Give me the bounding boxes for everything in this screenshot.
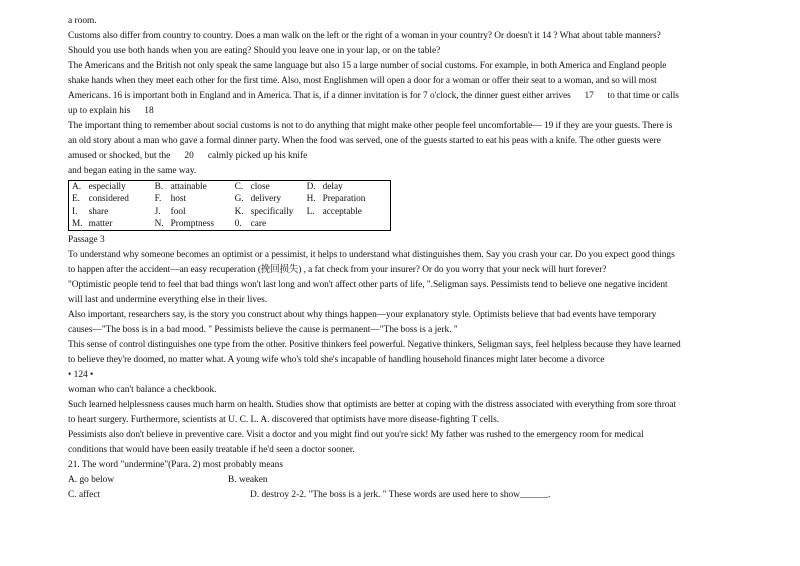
text-line: To understand why someone becomes an optimist or a pessimist, it helps to understand what distinguishes them. Say you crash your car. Do you expect good things: [68, 250, 675, 261]
question-stem: 21. The word "undermine"(Para. 2) most probably means: [68, 460, 283, 471]
option-word: care: [250, 218, 267, 229]
option-letter: C.: [234, 182, 244, 192]
text-line: to happen after the accident—an easy recuperation (挽回损失) , a fat check from your insurer? Or do you worry that your neck will hurt forever?: [68, 265, 607, 276]
text-line: shake hands when they meet each other for the first time. Also, most Englishmen will open a door for a woman or offer their seat to a woman, and so will most: [68, 76, 657, 86]
option-word: host: [170, 194, 187, 205]
option-word: attainable: [170, 182, 207, 192]
text-line: causes—"The boss is in a bad mood. " Pessimists believe the cause is permanent—"The boss is a jerk. ": [68, 325, 458, 336]
option-word: matter: [88, 218, 113, 229]
text-line: woman who can't balance a checkbook.: [68, 385, 217, 396]
option-word: delivery: [250, 194, 282, 205]
option-word: delay: [322, 182, 343, 192]
option-letter: I.: [72, 206, 78, 217]
text-line: up to explain his 18: [68, 106, 154, 116]
text-line: The Americans and the British not only speak the same language but also 15 a large number of social customs. For example, in both America and England people: [68, 61, 667, 71]
option-word: Promptness: [170, 218, 214, 229]
word-bank-row: [69, 206, 391, 218]
option-letter: F.: [154, 194, 162, 205]
text-line: an old story about a man who gave a formal dinner party. When the food was served, one of the guests started to eat his peas with a knife. The other guests were: [68, 136, 661, 146]
text-line: Pessimists also don't believe in preventive care. Visit a doctor and you might find out you're sick! My father was rushed to the emergency room for medical: [68, 430, 644, 441]
option-letter: B.: [154, 182, 164, 192]
option-word: close: [250, 182, 270, 192]
option-letter: K.: [234, 206, 244, 217]
option-word: share: [88, 206, 109, 217]
option-word: specifically: [250, 206, 294, 217]
option-letter: A.: [72, 182, 82, 192]
option-letter: J.: [154, 206, 161, 217]
answer-choices-row: [68, 488, 733, 503]
option-word: Preparation: [322, 194, 366, 205]
text-line: to believe they're doomed, no matter what. A young wife who's told she's incapable of handling household finances might later become a divorce: [68, 355, 605, 366]
option-letter: [304, 218, 320, 231]
answer-choices-row: [68, 473, 733, 488]
text-line: The important thing to remember about social customs is not to do anything that might make other people feel uncomfortable— 19 if they are your guests. There is: [68, 121, 673, 131]
option-letter: H.: [306, 194, 316, 205]
word-bank-row: [69, 193, 391, 205]
text-line: will last and undermine everything else in their lives.: [68, 295, 268, 306]
option-letter: G.: [234, 194, 244, 205]
passage-heading: Passage 3: [68, 235, 105, 246]
word-bank-table: [68, 180, 391, 231]
option-letter: N.: [154, 218, 164, 229]
text-line: Customs also differ from country to country. Does a man walk on the left or the right of a woman in your country? Or doesn't it 14 ? What about table manners?: [68, 31, 661, 41]
text-line: Should you use both hands when you are eating? Should you leave one in your lap, or on the table?: [68, 46, 441, 56]
option-word: [320, 218, 391, 231]
word-bank-row: [69, 181, 391, 194]
page-number: • 124 •: [68, 370, 94, 381]
document-page: [68, 14, 733, 503]
option-letter: D.: [306, 182, 316, 192]
choice-b: B. weaken: [228, 475, 268, 486]
text-line: This sense of control distinguishes one type from the other. Positive thinkers feel powerful. Negative thinkers, Seligman says, feel helpless because they have learned: [68, 340, 681, 351]
choice-d: D. destroy 2-2. "The boss is a jerk. " These words are used here to show______.: [250, 490, 551, 501]
text-line: to heart surgery. Furthermore, scientists at U. C. L. A. discovered that optimists have more disease-fighting T cells.: [68, 415, 500, 426]
text-line: Americans. 16 is important both in England and in America. That is, if a dinner invitation is for 7 o'clock, the dinner guest either arrives 17 to that time or calls: [68, 91, 679, 101]
text-line: a room.: [68, 16, 97, 26]
option-letter: E.: [72, 194, 81, 205]
option-letter: L.: [306, 206, 315, 217]
text-line: and began eating in the same way.: [68, 166, 197, 176]
text-line: "Optimistic people tend to feel that bad things won't last long and won't affect other parts of life, ".Seligman says. Pessimists tend to believe one negative incident: [68, 280, 668, 291]
option-letter: M.: [72, 218, 83, 229]
choice-a: A. go below: [68, 475, 115, 486]
text-line: Also important, researchers say, is the story you construct about why things happen—your explanatory style. Optimists believe that bad events have temporary: [68, 310, 657, 321]
text-line: Such learned helplessness causes much harm on health. Studies show that optimists are better at coping with the distress associated with everything from sore throat: [68, 400, 677, 411]
option-word: acceptable: [322, 206, 362, 217]
option-word: considered: [88, 194, 129, 205]
choice-c: C. affect: [68, 490, 101, 501]
option-word: especially: [88, 182, 126, 192]
text-line: amused or shocked, but the 20 calmly picked up his knife: [68, 151, 308, 161]
word-bank-row: [69, 218, 391, 231]
text-line: conditions that would have been easily treatable if he'd seen a doctor sooner.: [68, 445, 355, 456]
option-letter: 0.: [234, 218, 242, 229]
option-word: fool: [170, 206, 186, 217]
